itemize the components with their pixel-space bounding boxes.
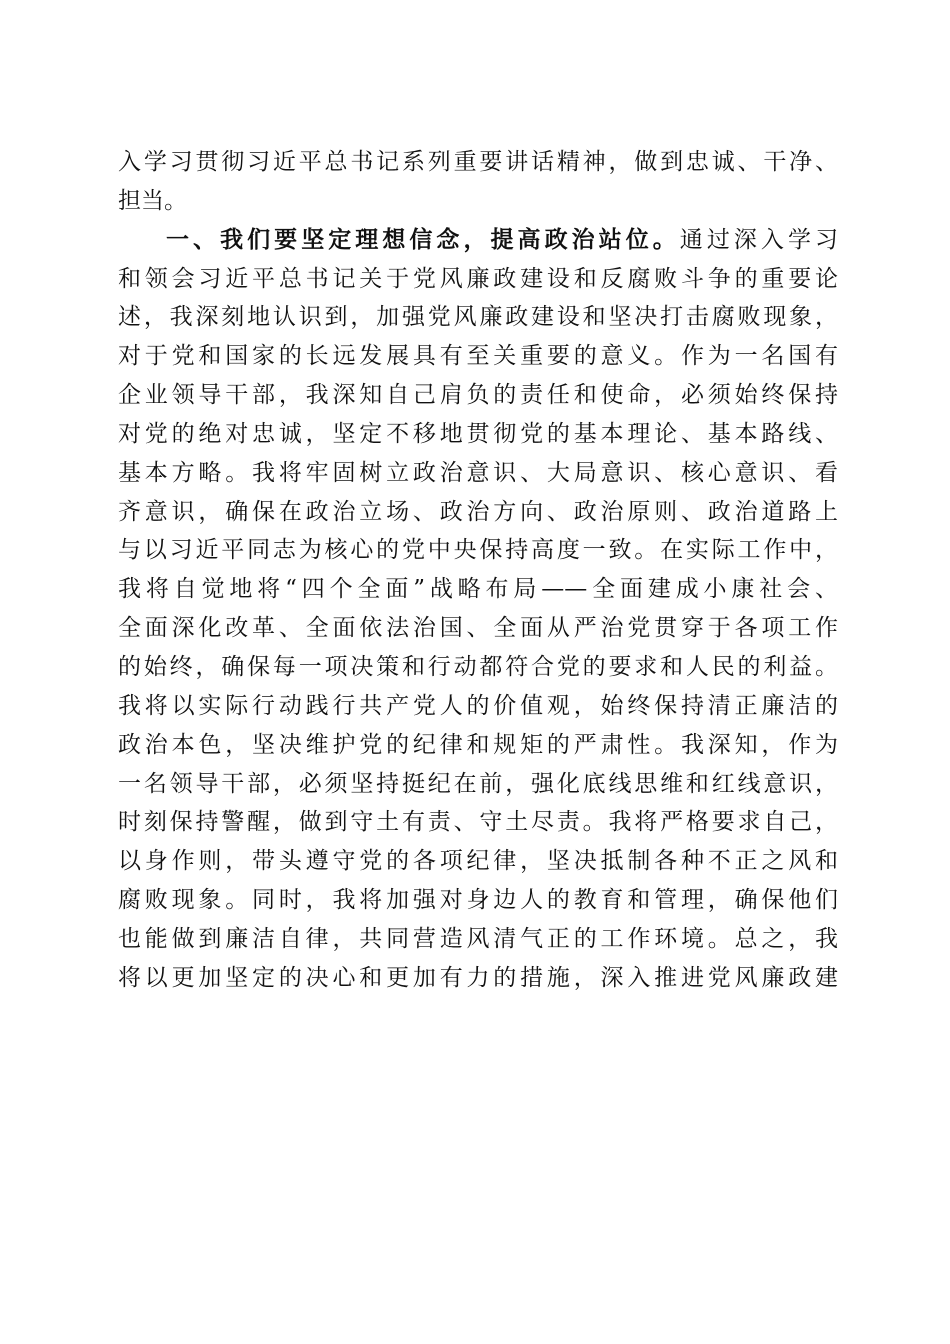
body-text xyxy=(118,143,838,998)
paragraph-2-line: 全面深化改革、全面依法治国、全面从严治党贯穿于各项工作 xyxy=(118,615,838,642)
paragraph-1-line-2: 担当。 xyxy=(118,187,187,214)
paragraph-2-line: 我将以实际行动践行共产党人的价值观，始终保持清正廉洁的 xyxy=(118,692,838,719)
paragraph-2-line: 述，我深刻地认识到，加强党风廉政建设和坚决打击腐败现象， xyxy=(118,304,838,331)
paragraph-2-first-line-rest: 通过深入学习 xyxy=(679,226,838,253)
paragraph-2-line: 以身作则，带头遵守党的各项纪律，坚决抵制各种不正之风和 xyxy=(118,848,838,875)
paragraph-2-first-line xyxy=(118,221,838,260)
paragraph-2-line: 也能做到廉洁自律，共同营造风清气正的工作环境。总之，我 xyxy=(118,925,838,952)
paragraph-2-line: 时刻保持警醒，做到守土有责、守土尽责。我将严格要求自己， xyxy=(118,809,838,836)
paragraph-2-line: 和领会习近平总书记关于党风廉政建设和反腐败斗争的重要论 xyxy=(118,265,838,292)
paragraph-2-line: 与以习近平同志为核心的党中央保持高度一致。在实际工作中， xyxy=(118,537,838,564)
paragraph-1-line-1: 入学习贯彻习近平总书记系列重要讲话精神，做到忠诚、干净、 xyxy=(118,149,838,175)
paragraph-2-line: 我将自觉地将“四个全面”战略布局——全面建成小康社会、 xyxy=(118,576,838,603)
paragraph-2-line: 政治本色，坚决维护党的纪律和规矩的严肃性。我深知，作为 xyxy=(118,731,838,758)
paragraph-2-line: 企业领导干部，我深知自己肩负的责任和使命，必须始终保持 xyxy=(118,382,838,409)
paragraph-2-line: 腐败现象。同时，我将加强对身边人的教育和管理，确保他们 xyxy=(118,887,838,914)
paragraph-2-line: 将以更加坚定的决心和更加有力的措施，深入推进党风廉政建 xyxy=(118,964,838,991)
section-heading: 一、我们要坚定理想信念，提高政治站位。 xyxy=(166,226,680,253)
paragraph-2-line: 对党的绝对忠诚，坚定不移地贯彻党的基本理论、基本路线、 xyxy=(118,420,838,447)
paragraph-2-line: 齐意识，确保在政治立场、政治方向、政治原则、政治道路上 xyxy=(118,498,838,525)
paragraph-2-line: 基本方略。我将牢固树立政治意识、大局意识、核心意识、看 xyxy=(118,459,838,486)
paragraph-2-line: 对于党和国家的长远发展具有至关重要的意义。作为一名国有 xyxy=(118,343,838,370)
paragraph-2-line: 一名领导干部，必须坚持挺纪在前，强化底线思维和红线意识， xyxy=(118,770,838,797)
paragraph-2-line: 的始终，确保每一项决策和行动都符合党的要求和人民的利益。 xyxy=(118,653,838,680)
